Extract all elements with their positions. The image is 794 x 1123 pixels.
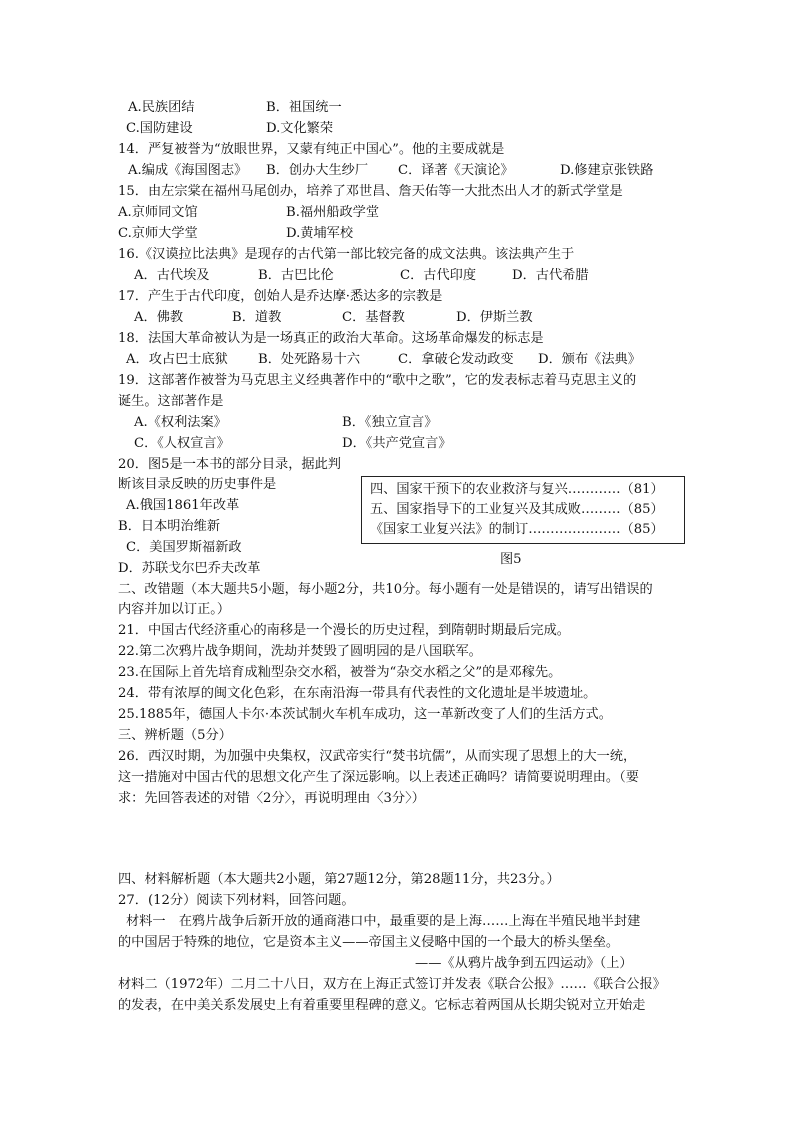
q18-option-c: C．拿破仑发动政变 — [398, 352, 514, 367]
q13-option-b: B．祖国统一 — [266, 100, 342, 115]
section2-title-line1: 二、改错题（本大题共5小题，每小题2分，共10分。每小题有一处是错误的，请写出错误的 — [118, 582, 653, 597]
q20-option-d: D．苏联戈尔巴乔夫改革 — [118, 561, 261, 576]
q15-option-c: C.京师大学堂 — [118, 226, 198, 241]
q19-stem-line2: 诞生。这部著作是 — [118, 394, 224, 409]
section4-title: 四、材料解析题（本大题共2小题，第27题12分，第28题11分，共23分。） — [118, 872, 560, 887]
q23: 23.在国际上首先培育成籼型杂交水稻，被誉为“杂交水稻之父”的是邓稼先。 — [118, 665, 562, 680]
q14-option-a: A.编成《海国图志》 — [128, 163, 248, 178]
q16-stem: 16.《汉谟拉比法典》是现存的古代第一部比较完备的成文法典。该法典产生于 — [118, 247, 575, 262]
book-contents-box — [361, 476, 685, 544]
q17-stem: 17．产生于古代印度，创始人是乔达摩·悉达多的宗教是 — [118, 289, 443, 304]
material1-line1: 材料一 在鸦片战争后新开放的通商港口中，最重要的是上海……上海在半殖民地半封建 — [126, 914, 641, 929]
section3-title: 三、辨析题（5分） — [118, 728, 232, 743]
q26-line1: 26．西汉时期，为加强中央集权，汉武帝实行“焚书坑儒”，从而实现了思想上的大一统， — [118, 749, 637, 764]
q18-stem: 18．法国大革命被认为是一场真正的政治大革命。这场革命爆发的标志是 — [118, 331, 544, 346]
material2-line1: 材料二（1972年）二月二十八日，双方在上海正式签订并发表《联合公报》……《联合公报》 — [118, 977, 666, 992]
q22: 22.第二次鸦片战争期间，洗劫并焚毁了圆明园的是八国联军。 — [118, 644, 482, 659]
q17-option-d: D．伊斯兰教 — [456, 310, 533, 325]
section2-title-line2: 内容并加以订正。） — [118, 602, 231, 617]
q24: 24．带有浓厚的闽文化色彩，在东南沿海一带具有代表性的文化遗址是半坡遗址。 — [118, 686, 597, 701]
q20-option-c: C．美国罗斯福新政 — [126, 540, 242, 555]
q20-stem-line1: 20．图5是一本书的部分目录，据此判 — [118, 457, 341, 472]
toc-line: 五、国家指导下的工业复兴及其成败………（85） — [370, 502, 664, 517]
figure-caption: 图5 — [500, 552, 522, 567]
q16-option-d: D．古代希腊 — [512, 268, 589, 283]
q13-option-a: A.民族团结 — [128, 100, 195, 115]
q26-line2: 这一措施对中国古代的思想文化产生了深远影响。以上表述正确吗？请简要说明理由。（要 — [118, 770, 639, 785]
q20-stem-line2: 断该目录反映的历史事件是 — [118, 477, 277, 492]
q18-option-b: B．处死路易十六 — [258, 352, 361, 367]
q25: 25.1885年，德国人卡尔·本茨试制火车机车成功，这一革新改变了人们的生活方式。 — [118, 707, 612, 722]
material2-line2: 的发表，在中美关系发展史上有着重要里程碑的意义。它标志着两国从长期尖锐对立开始走 — [118, 998, 646, 1013]
q16-option-b: B．古巴比伦 — [258, 268, 334, 283]
material1-line2: 的中国居于特殊的地位，它是资本主义——帝国主义侵略中国的一个最大的桥头堡垒。 — [118, 935, 620, 950]
q19-option-a: A.《权利法案》 — [134, 415, 227, 430]
q18-option-a: A．攻占巴士底狱 — [126, 352, 228, 367]
q15-option-b: B.福州船政学堂 — [286, 205, 380, 220]
q19-option-d: D．《共产党宣言》 — [342, 436, 452, 451]
q14-option-c: C．译著《天演论》 — [398, 163, 514, 178]
q17-option-b: B．道教 — [232, 310, 282, 325]
toc-line: 《国家工业复兴法》的制订…………………（85） — [370, 522, 664, 537]
q16-option-c: C．古代印度 — [400, 268, 477, 283]
q21: 21．中国古代经济重心的南移是一个漫长的历史过程，到隋朝时期最后完成。 — [118, 623, 570, 638]
q26-line3: 求：先回答表述的对错〈2分〉，再说明理由〈3分〉） — [118, 791, 425, 806]
q15-option-d: D.黄埔军校 — [286, 226, 354, 241]
q14-option-d: D.修建京张铁路 — [560, 163, 654, 178]
q20-option-b: B．日本明治维新 — [118, 519, 221, 534]
q19-option-b: B．《独立宣言》 — [342, 415, 438, 430]
q14-option-b: B．创办大生纱厂 — [266, 163, 369, 178]
toc-line: 四、国家干预下的农业救济与复兴…………（81） — [370, 482, 664, 497]
q27-stem: 27．(12分）阅读下列材料，回答问题。 — [118, 893, 355, 908]
q17-option-a: A．佛教 — [134, 310, 184, 325]
q19-stem-line1: 19．这部著作被誉为马克思主义经典著作中的“歌中之歌”，它的发表标志着马克思主义的 — [118, 373, 637, 388]
q18-option-d: D．颁布《法典》 — [538, 352, 641, 367]
material1-source: ——《从鸦片战争到五四运动》（上） — [415, 956, 633, 971]
q19-option-c: C．《人权宣言》 — [134, 436, 230, 451]
q20-option-a: A.俄国1861年改革 — [126, 498, 240, 513]
q17-option-c: C．基督教 — [342, 310, 405, 325]
q14-stem: 14．严复被誉为“放眼世界，又蒙有纯正中国心”。他的主要成就是 — [118, 142, 505, 157]
q15-stem: 15．由左宗棠在福州马尾创办，培养了邓世昌、詹天佑等一大批杰出人才的新式学堂是 — [118, 184, 623, 199]
q13-option-d: D.文化繁荣 — [266, 121, 334, 136]
q16-option-a: A．古代埃及 — [134, 268, 210, 283]
q13-option-c: C.国防建设 — [126, 121, 193, 136]
q15-option-a: A.京师同文馆 — [118, 205, 198, 220]
